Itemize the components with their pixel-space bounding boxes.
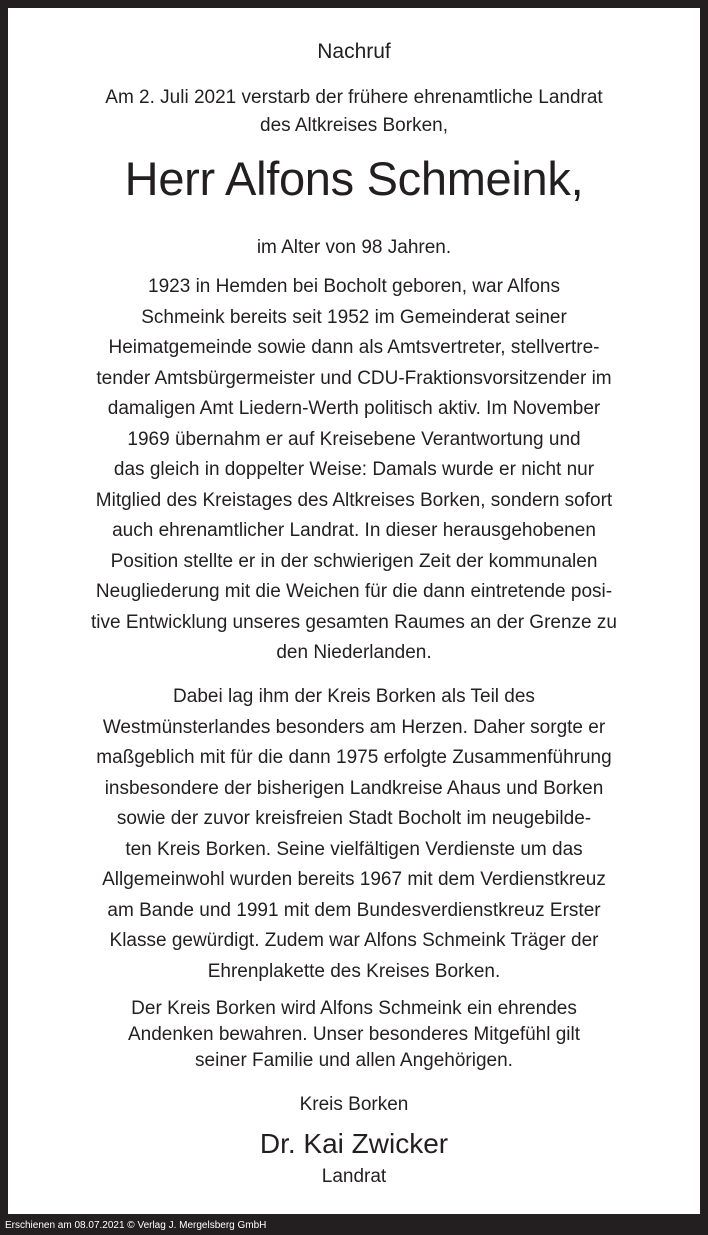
text-line: Schmeink bereits seit 1952 im Gemeinderat seiner: [141, 306, 567, 328]
paragraph-biography: [8, 272, 700, 669]
text-line: Position stellte er in der schwierigen Zeit der kommunalen: [110, 550, 598, 572]
paragraph-achievements: [8, 682, 700, 987]
text-line: insbesondere der bisherigen Landkreise Ahaus und Borken: [104, 777, 604, 799]
text-line: Andenken bewahren. Unser besonderes Mitgefühl gilt: [127, 1024, 581, 1045]
intro-text: [8, 84, 700, 140]
obituary-card: [8, 8, 700, 1214]
text-line: das gleich in doppelter Weise: Damals wurde er nicht nur: [113, 459, 595, 480]
notice-heading: Nachruf: [317, 40, 391, 63]
paragraph-condolence: [8, 996, 700, 1074]
text-line: tive Entwicklung unseres gesamten Raumes an der Grenze zu: [91, 611, 617, 633]
text-line: Mitglied des Kreistages des Altkreises Borken, sondern sofort: [95, 489, 613, 511]
text-line: seiner Familie und allen Angehörigen.: [195, 1050, 513, 1071]
text-line: Dabei lag ihm der Kreis Borken als Teil des: [173, 686, 535, 707]
intro-line: Am 2. Juli 2021 verstarb der frühere ehrenamtliche Landrat: [105, 87, 603, 108]
text-line: Neugliederung mit die Weichen für die dann eintretende posi-: [95, 581, 613, 602]
text-line: am Bande und 1991 mit dem Bundesverdienstkreuz Erster: [107, 899, 601, 921]
signer-title: Landrat: [321, 1166, 387, 1187]
text-line: ten Kreis Borken. Seine vielfältigen Verdienste um das: [125, 838, 583, 860]
organization-name: Kreis Borken: [299, 1094, 409, 1115]
publication-footer: Erschienen am 08.07.2021 © Verlag J. Mergelsberg GmbH: [5, 1220, 267, 1231]
text-line: tender Amtsbürgermeister und CDU-Fraktionsvorsitzender im: [96, 367, 612, 389]
text-line: 1923 in Hemden bei Bocholt geboren, war Alfons: [148, 276, 560, 297]
signer-name: Dr. Kai Zwicker: [259, 1128, 449, 1159]
text-line: maßgeblich mit für die dann 1975 erfolgte Zusammenführung: [96, 747, 612, 768]
text-line: Ehrenplakette des Kreises Borken.: [207, 960, 501, 982]
text-line: 1969 übernahm er auf Kreisebene Verantwortung und: [127, 428, 581, 450]
text-line: Klasse gewürdigt. Zudem war Alfons Schmeink Träger der: [109, 930, 599, 951]
text-line: Westmünsterlandes besonders am Herzen. Daher sorgte er: [102, 716, 606, 738]
text-line: Heimatgemeinde sowie dann als Amtsvertreter, stellvertre-: [108, 337, 600, 358]
text-line: damaligen Amt Liedern-Werth politisch aktiv. Im November: [107, 398, 601, 419]
text-line: Der Kreis Borken wird Alfons Schmeink ein ehrendes: [131, 998, 577, 1019]
text-line: Allgemeinwohl wurden bereits 1967 mit dem Verdienstkreuz: [102, 869, 606, 890]
intro-line: des Altkreises Borken,: [260, 115, 448, 136]
text-line: sowie der zuvor kreisfreien Stadt Bocholt im neugebilde-: [116, 808, 592, 829]
text-line: auch ehrenamtlicher Landrat. In dieser herausgehobenen: [112, 520, 596, 541]
deceased-name: Herr Alfons Schmeink,: [124, 152, 584, 205]
age-line: im Alter von 98 Jahren.: [256, 237, 452, 258]
text-line: den Niederlanden.: [276, 642, 432, 663]
